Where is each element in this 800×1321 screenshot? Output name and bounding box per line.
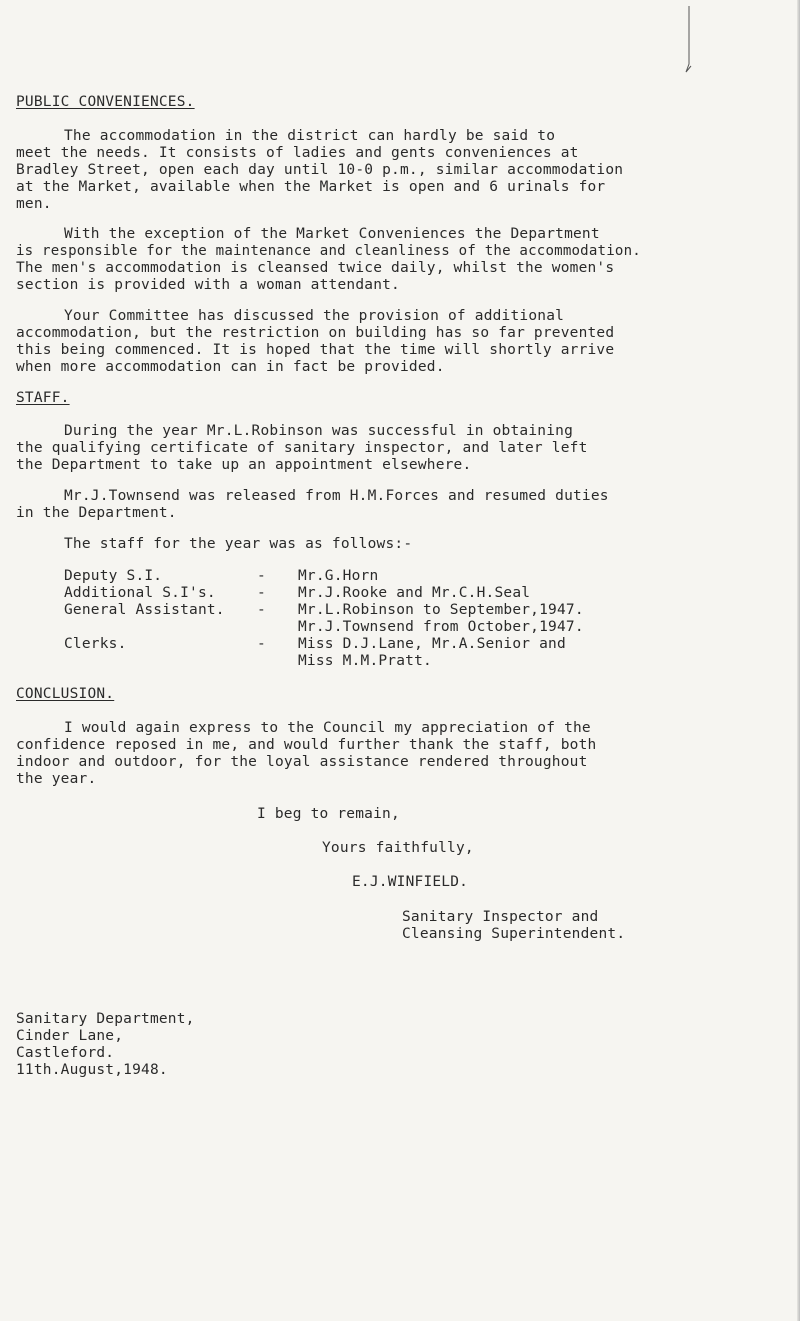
heading-conclusion: CONCLUSION. bbox=[16, 686, 115, 702]
staff-para1-line3: the Department to take up an appointment elsewhere. bbox=[16, 457, 472, 473]
address-line: Cinder Lane, bbox=[16, 1028, 124, 1044]
staff-role-additional: Additional S.I's. bbox=[64, 585, 216, 601]
conclusion-line2: confidence reposed in me, and would further thank the staff, both bbox=[16, 737, 597, 753]
pc-para1-line2: meet the needs. It consists of ladies and gents conveniences at bbox=[16, 145, 579, 161]
pc-para1-line5: men. bbox=[16, 196, 52, 212]
pc-para1-line4: at the Market, available when the Market is open and 6 urinals for bbox=[16, 179, 606, 195]
heading-public-conveniences: PUBLIC CONVENIENCES. bbox=[16, 94, 195, 110]
pc-para2-line3: The men's accommodation is cleansed twice daily, whilst the women's bbox=[16, 260, 615, 276]
pc-para1-line3: Bradley Street, open each day until 10-0 p.m., similar accommodation bbox=[16, 162, 624, 178]
address-line: Sanitary Department, bbox=[16, 1011, 195, 1027]
staff-name: Miss M.M.Pratt. bbox=[298, 653, 432, 669]
staff-name: Miss D.J.Lane, Mr.A.Senior and bbox=[298, 636, 566, 652]
staff-name: Mr.G.Horn bbox=[298, 568, 379, 584]
staff-dash: - bbox=[257, 585, 266, 601]
staff-intro: The staff for the year was as follows:- bbox=[64, 536, 413, 552]
signoff-title-line2: Cleansing Superintendent. bbox=[402, 926, 626, 942]
staff-dash: - bbox=[257, 636, 266, 652]
pc-para2-line4: section is provided with a woman attendant. bbox=[16, 277, 400, 293]
signoff-yours: Yours faithfully, bbox=[322, 840, 474, 856]
heading-staff: STAFF. bbox=[16, 390, 70, 406]
pc-para2-line1: With the exception of the Market Conveniences the Department bbox=[64, 226, 600, 242]
staff-name: Mr.L.Robinson to September,1947. bbox=[298, 602, 584, 618]
staff-role-clerks: Clerks. bbox=[64, 636, 127, 652]
signoff-title-line1: Sanitary Inspector and bbox=[402, 909, 599, 925]
staff-dash: - bbox=[257, 568, 266, 584]
pc-para3-line2: accommodation, but the restriction on building has so far prevented bbox=[16, 325, 615, 341]
staff-para2-line2: in the Department. bbox=[16, 505, 177, 521]
staff-role-general: General Assistant. bbox=[64, 602, 225, 618]
signoff-remain: I beg to remain, bbox=[257, 806, 400, 822]
pc-para1-line1: The accommodation in the district can hardly be said to bbox=[64, 128, 556, 144]
conclusion-line4: the year. bbox=[16, 771, 97, 787]
staff-role-deputy: Deputy S.I. bbox=[64, 568, 163, 584]
staff-dash: - bbox=[257, 602, 266, 618]
staff-para1-line1: During the year Mr.L.Robinson was successful in obtaining bbox=[64, 423, 573, 439]
pc-para3-line3: this being commenced. It is hoped that the time will shortly arrive bbox=[16, 342, 615, 358]
pen-mark bbox=[683, 6, 695, 76]
staff-name: Mr.J.Townsend from October,1947. bbox=[298, 619, 584, 635]
pc-para3-line1: Your Committee has discussed the provision of additional bbox=[64, 308, 565, 324]
staff-para1-line2: the qualifying certificate of sanitary inspector, and later left bbox=[16, 440, 588, 456]
conclusion-line1: I would again express to the Council my appreciation of the bbox=[64, 720, 591, 736]
pc-para2-line2: is responsible for the maintenance and cleanliness of the accommodation. bbox=[16, 243, 641, 259]
address-date: 11th.August,1948. bbox=[16, 1062, 168, 1078]
pc-para3-line4: when more accommodation can in fact be provided. bbox=[16, 359, 445, 375]
conclusion-line3: indoor and outdoor, for the loyal assistance rendered throughout bbox=[16, 754, 588, 770]
address-line: Castleford. bbox=[16, 1045, 115, 1061]
staff-name: Mr.J.Rooke and Mr.C.H.Seal bbox=[298, 585, 531, 601]
signoff-name: E.J.WINFIELD. bbox=[352, 874, 469, 890]
staff-para2-line1: Mr.J.Townsend was released from H.M.Forces and resumed duties bbox=[64, 488, 609, 504]
